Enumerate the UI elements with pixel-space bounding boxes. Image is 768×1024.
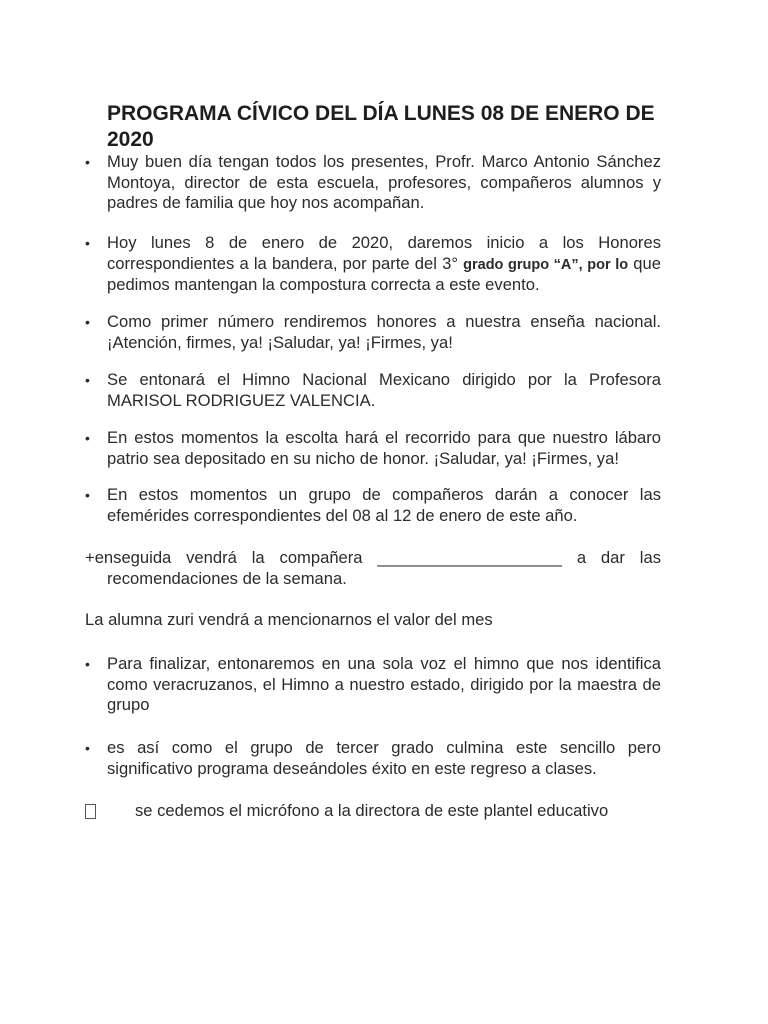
list-item-text: Se entonará el Himno Nacional Mexicano dirigido por la Profesora MARISOL RODRIGUEZ VALENCIA.	[107, 370, 661, 410]
list-item-text: Como primer número rendiremos honores a nuestra enseña nacional. ¡Atención, firmes, ya! ¡Saludar, ya! ¡Firmes, ya!	[107, 312, 661, 352]
bullet-icon: •	[85, 314, 90, 330]
paragraph-line: +enseguida vendrá la compañera ____________________ a dar las	[85, 548, 661, 567]
bullet-icon: •	[85, 487, 90, 503]
list-item	[85, 152, 661, 214]
list-item-text: En estos momentos un grupo de compañeros darán a conocer las efemérides correspondientes del 08 al 12 de enero de este año.	[107, 485, 661, 525]
final-line: se cedemos el micrófono a la directora de este plantel educativo	[135, 801, 609, 820]
bullet-icon: •	[85, 740, 90, 756]
document-title: PROGRAMA CÍVICO DEL DÍA LUNES 08 DE ENERO DE 2020	[107, 102, 655, 151]
bullet-icon: •	[85, 154, 90, 170]
list-item	[85, 233, 661, 296]
checkbox-glyph-icon	[85, 804, 96, 819]
list-item	[85, 485, 661, 526]
list-item-text: es así como el grupo de tercer grado culmina este sencillo pero significativo programa deseándoles éxito en este regreso a clases.	[107, 738, 661, 778]
bullet-icon: •	[85, 235, 90, 251]
paragraph-line: recomendaciones de la semana.	[107, 568, 347, 588]
bullet-icon: •	[85, 656, 90, 672]
list-item-text	[107, 233, 661, 296]
bullet-icon: •	[85, 372, 90, 388]
list-item-text: Muy buen día tengan todos los presentes, Profr. Marco Antonio Sánchez Montoya, director de esta escuela, profesores, compañeros alumnos y padres de familia que hoy nos acompañan.	[107, 152, 661, 212]
list-item-text-part: que pedimos mantengan la compostura correcta a este evento.	[107, 253, 661, 294]
list-item	[85, 428, 661, 469]
hanging-paragraph	[85, 548, 661, 589]
list-item-text-part: Hoy lunes 8 de enero de 2020, daremos inicio a los Honores correspondientes a la bandera, por parte del 3°	[107, 233, 661, 273]
plain-paragraph: La alumna zuri vendrá a mencionarnos el valor del mes	[85, 610, 493, 629]
list-item	[85, 312, 661, 353]
bullet-icon: •	[85, 430, 90, 446]
list-item	[85, 738, 661, 779]
list-item-bold-text: grado grupo “A”, por lo	[463, 256, 629, 273]
list-item-text: En estos momentos la escolta hará el recorrido para que nuestro lábaro patrio sea depositado en su nicho de honor. ¡Saludar, ya! ¡Firmes, ya!	[107, 428, 661, 468]
list-item	[85, 654, 661, 716]
list-item-text: Para finalizar, entonaremos en una sola voz el himno que nos identifica como veracruzanos, el Himno a nuestro estado, dirigido por la maestra de grupo	[107, 654, 661, 714]
list-item	[85, 370, 661, 411]
